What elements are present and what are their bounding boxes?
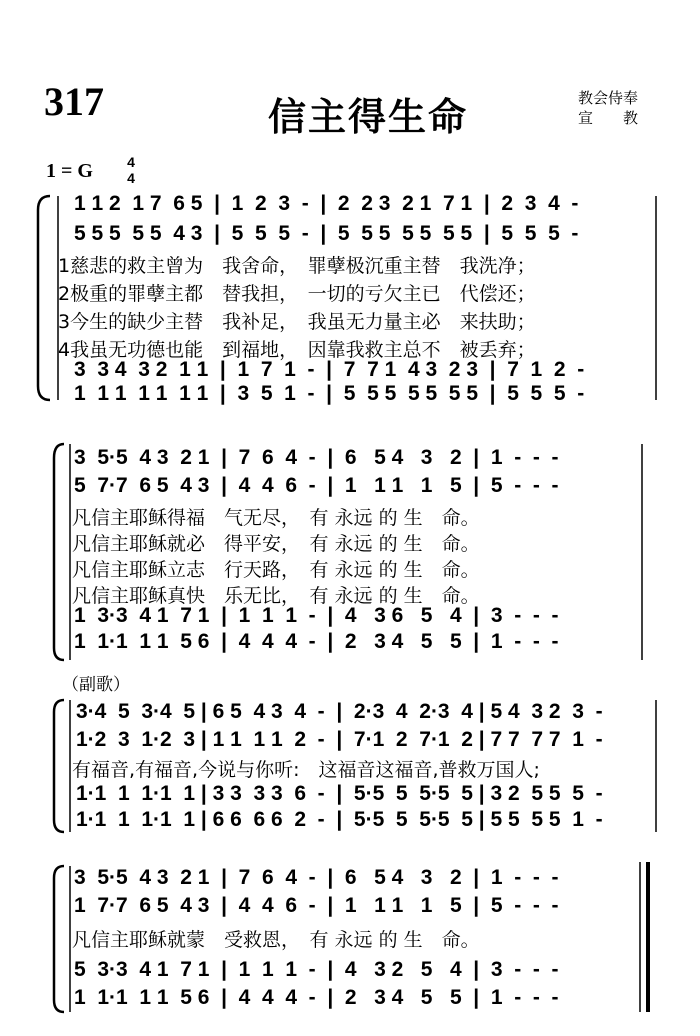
system4-bracket	[54, 866, 64, 1012]
system3-melody: 3·4 5 3·4 5 | 6 5 4 3 4 - | 2·3 4 2·3 4 | 5 4 3 2 3 -	[76, 700, 603, 723]
system3-alto: 1·2 3 1·2 3 | 1 1 1 1 2 - | 7·1 2 7·1 2 | 7 7 7 7 1 -	[76, 728, 603, 751]
system2-bass: 1 1·1 1 1 5 6 | 4 4 4 - | 2 3 4 5 5 | 1 - - -	[74, 630, 559, 653]
system1-tenor: 3 3 4 3 2 1 1 | 1 7 1 - | 7 7 1 4 3 2 3 | 7 1 2 -	[74, 358, 585, 381]
system4-tenor: 5 3·3 4 1 7 1 | 1 1 1 - | 4 3 2 5 4 | 3 - - -	[74, 958, 559, 981]
system1-verse-4: 4我虽无功德也能 到福地， 因靠我救主总不 被丢弃；	[58, 339, 536, 361]
system2-verse-1: 凡信主耶稣得福 气无尽， 有 永远 的 生 命。	[72, 507, 480, 529]
system2-melody: 3 5·5 4 3 2 1 | 7 6 4 - | 6 5 4 3 2 | 1 - - -	[74, 446, 559, 469]
time-signature-bottom: 4	[127, 170, 135, 186]
credit-line-1: 教会侍奉	[578, 89, 639, 107]
system3-lyric: 有福音,有福音,今说与你听: 这福音这福音,普救万国人;	[72, 759, 540, 781]
system1-verse-2: 2极重的罪孽主都 替我担， 一切的亏欠主已 代偿还；	[58, 283, 536, 305]
time-signature-top: 4	[127, 154, 135, 170]
system2-tenor: 1 3·3 4 1 7 1 | 1 1 1 - | 4 3 6 5 4 | 3 - - -	[74, 604, 559, 627]
hymn-title: 信主得生命	[268, 94, 469, 139]
system3-bass: 1·1 1 1·1 1 | 6 6 6 6 2 - | 5·5 5 5·5 5 | 5 5 5 5 1 -	[76, 808, 603, 831]
system2-alto: 5 7·7 6 5 4 3 | 4 4 6 - | 1 1 1 1 5 | 5 - - -	[74, 474, 559, 497]
system4-melody: 3 5·5 4 3 2 1 | 7 6 4 - | 6 5 4 3 2 | 1 - - -	[74, 866, 559, 889]
hymn-number: 317	[44, 79, 104, 124]
credit-line-2: 宣 教	[578, 109, 639, 127]
system1-bracket	[38, 196, 50, 400]
system1-verse-1: 1慈悲的救主曾为 我舍命， 罪孽极沉重主替 我洗净；	[58, 255, 536, 277]
system1-bass: 1 1 1 1 1 1 1 | 3 5 1 - | 5 5 5 5 5 5 5 | 5 5 5 -	[74, 382, 585, 405]
system4-alto: 1 7·7 6 5 4 3 | 4 4 6 - | 1 1 1 1 5 | 5 - - -	[74, 894, 559, 917]
system2-verse-2: 凡信主耶稣就必 得平安， 有 永远 的 生 命。	[72, 533, 480, 555]
system2-verse-3: 凡信主耶稣立志 行天路， 有 永远 的 生 命。	[72, 559, 480, 581]
system4-lyric: 凡信主耶稣就蒙 受救恩， 有 永远 的 生 命。	[72, 929, 480, 951]
system3-tenor: 1·1 1 1·1 1 | 3 3 3 3 6 - | 5·5 5 5·5 5 | 3 2 5 5 5 -	[76, 782, 603, 805]
system4-bass: 1 1·1 1 1 5 6 | 4 4 4 - | 2 3 4 5 5 | 1 - - -	[74, 986, 559, 1009]
system2-bracket	[54, 444, 64, 660]
system3-bracket	[54, 700, 64, 832]
chorus-label: （副歌）	[62, 675, 130, 695]
system2-verse-4: 凡信主耶稣真快 乐无比， 有 永远 的 生 命。	[72, 585, 480, 607]
system1-verse-3: 3今生的缺少主替 我补足， 我虽无力量主必 来扶助；	[58, 311, 536, 333]
key-signature: 1 = G	[46, 160, 93, 182]
system1-melody: 1 1 2 1 7 6 5 | 1 2 3 - | 2 2 3 2 1 7 1 | 2 3 4 -	[74, 192, 579, 215]
system1-alto: 5 5 5 5 5 4 3 | 5 5 5 - | 5 5 5 5 5 5 5 | 5 5 5 -	[74, 222, 579, 245]
